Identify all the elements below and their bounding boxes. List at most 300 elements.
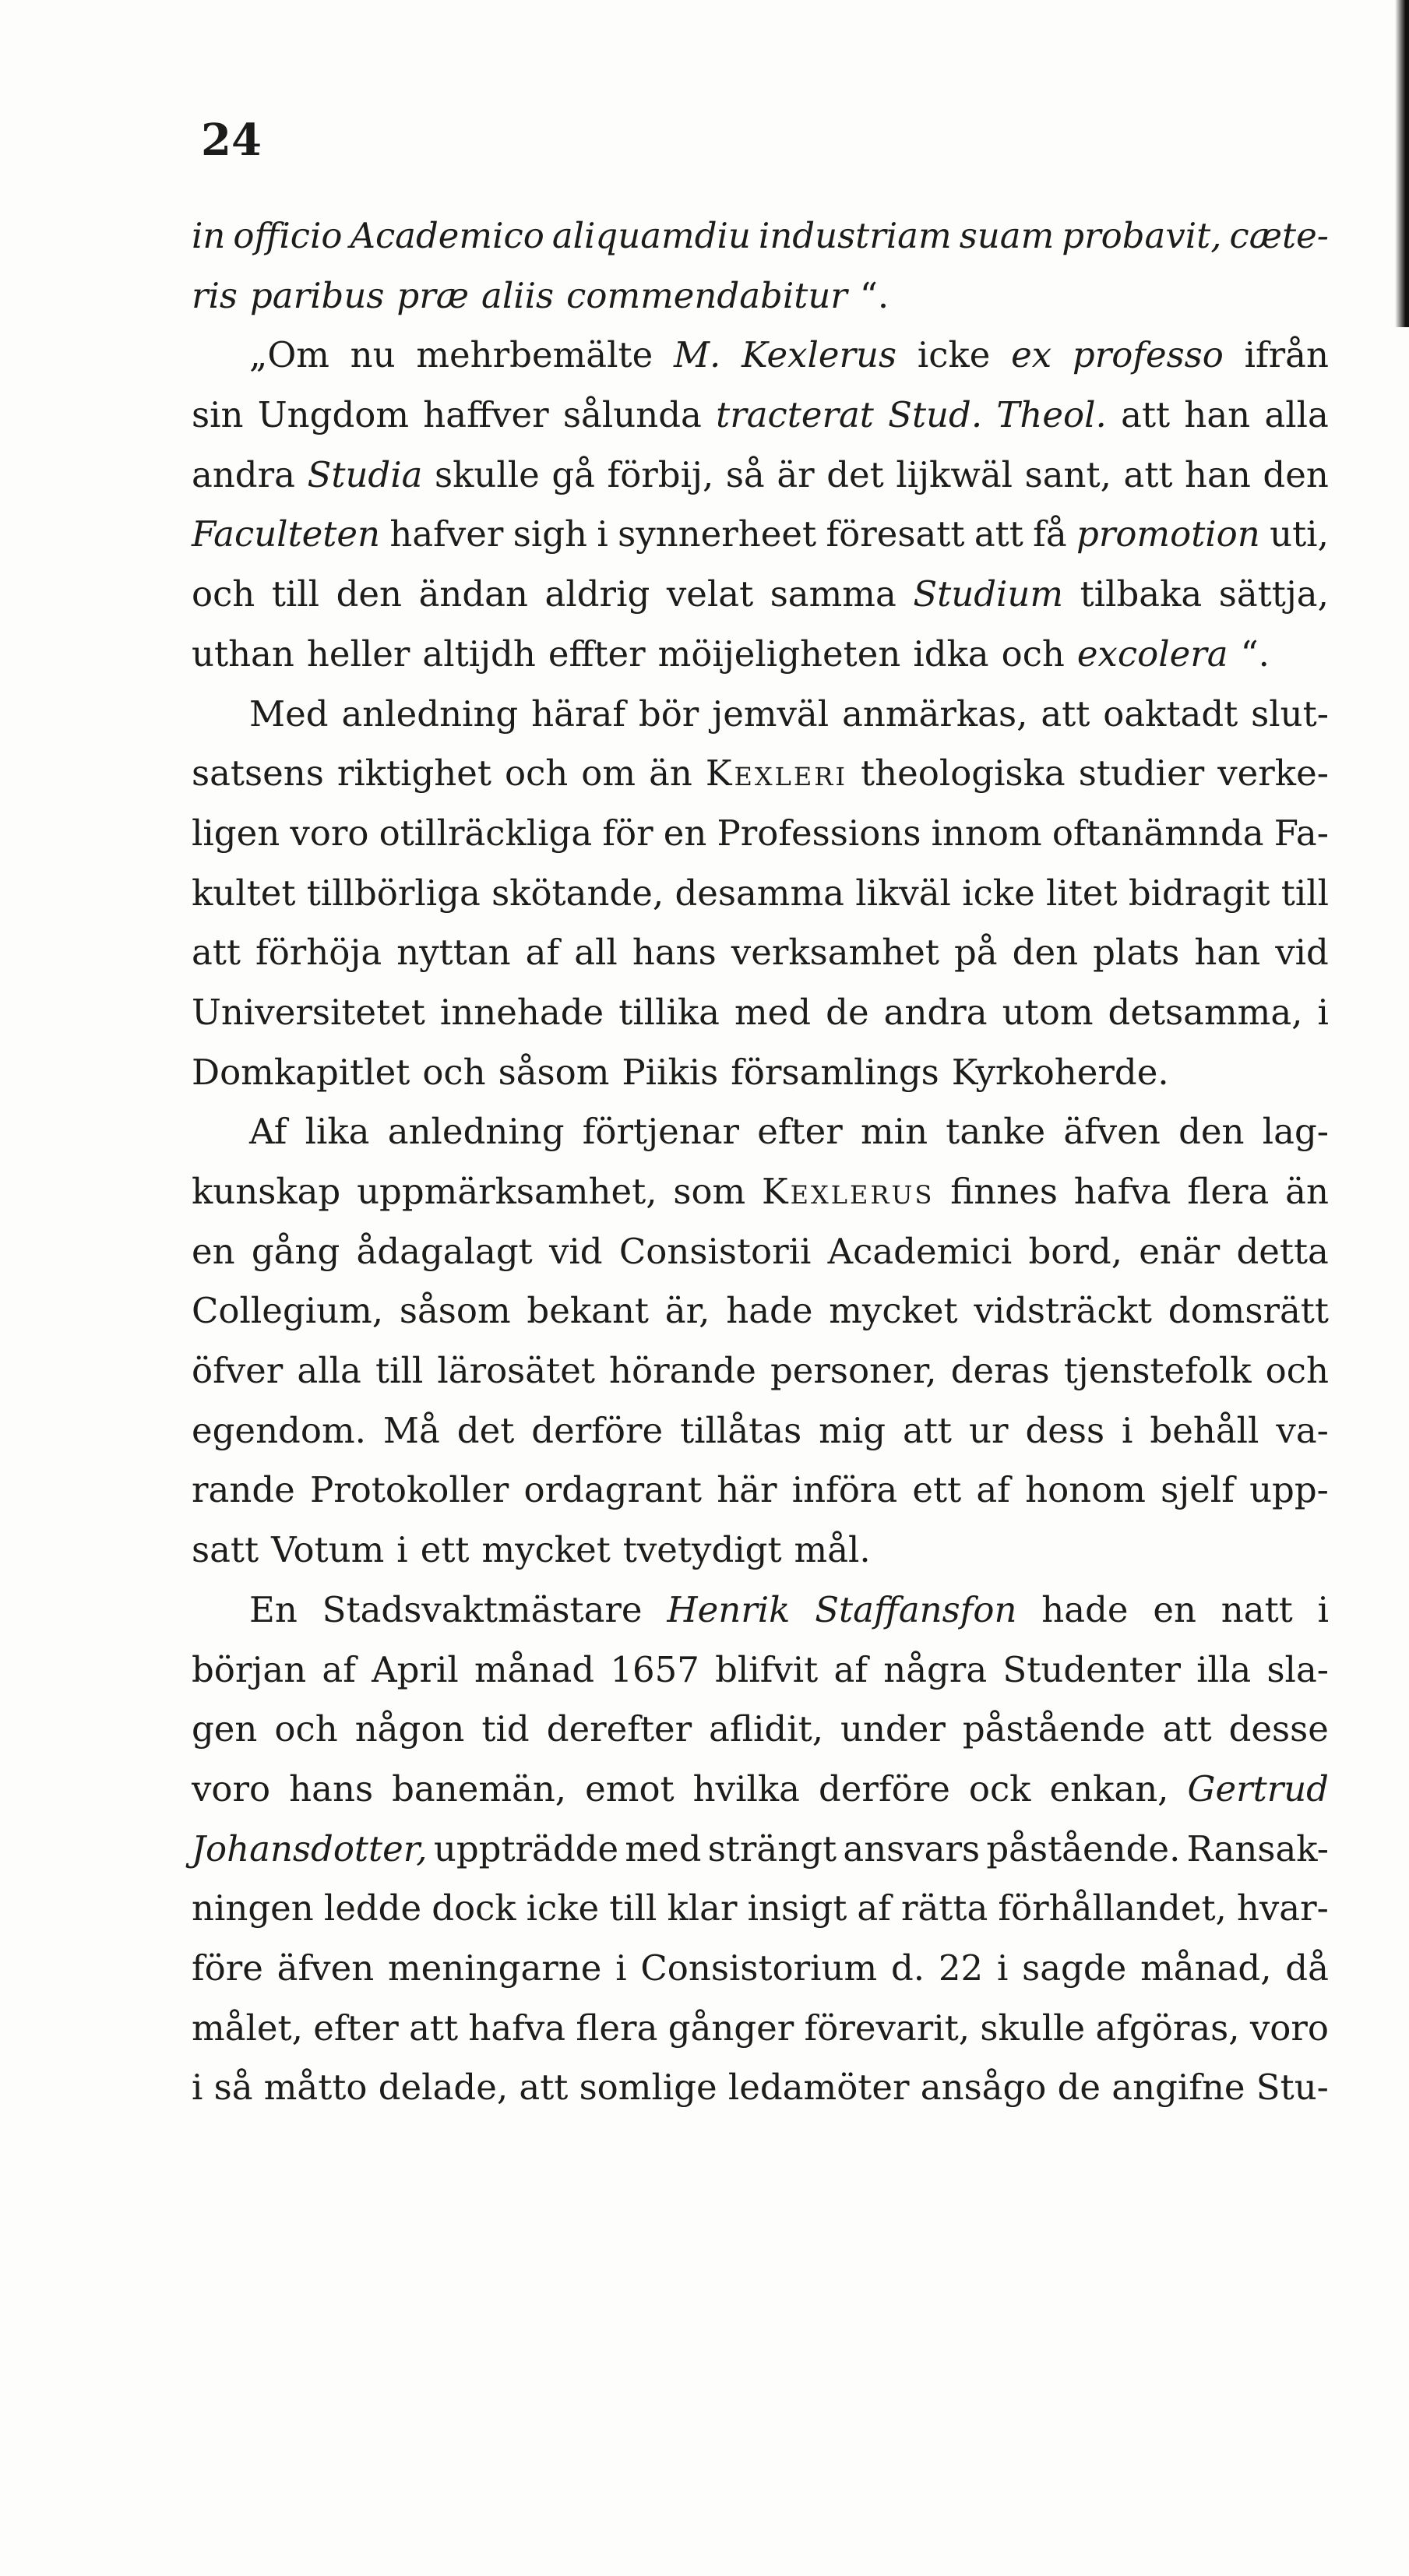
word: lika	[305, 1111, 370, 1153]
word: anledning	[387, 1111, 565, 1153]
word: med	[625, 1827, 702, 1869]
word: att	[519, 2067, 569, 2109]
word: sin	[192, 394, 244, 436]
word: dock	[432, 1887, 516, 1929]
word: alla	[297, 1350, 361, 1392]
word: Domkapitlet	[192, 1051, 410, 1093]
word: ur	[968, 1409, 1009, 1451]
word: banemän,	[392, 1767, 567, 1810]
word: gånger	[668, 2007, 794, 2049]
page-edge-shadow	[1395, 0, 1409, 327]
word: riktighet	[336, 752, 491, 795]
word: äfven	[277, 1947, 375, 1989]
word: sålunda	[562, 394, 702, 436]
text-line	[192, 983, 1329, 1043]
text-line	[192, 1700, 1329, 1760]
word: hafva	[1073, 1171, 1171, 1212]
text-line	[192, 206, 1329, 266]
word: enkan,	[1049, 1767, 1169, 1810]
word: på	[953, 932, 998, 974]
word: afgöras,	[1095, 2007, 1240, 2049]
word: voro	[290, 812, 369, 854]
word: andra	[883, 991, 988, 1033]
word: tillbörliga	[306, 872, 481, 914]
word: somlige	[579, 2067, 717, 2109]
word: flera	[576, 2007, 658, 2049]
text-line	[192, 1222, 1329, 1282]
word: mehrbemälte	[416, 334, 653, 376]
word: honom	[1025, 1469, 1146, 1511]
word: dess	[1025, 1409, 1105, 1451]
word: blifvit	[715, 1648, 819, 1690]
word: och	[1001, 633, 1065, 675]
text-line	[192, 1162, 1329, 1222]
word: nu	[350, 334, 396, 376]
word: Af	[249, 1111, 287, 1153]
word: plats	[1093, 932, 1180, 974]
word: all	[574, 932, 618, 974]
text-line	[192, 1461, 1329, 1521]
text-line	[192, 1939, 1329, 1999]
word: suam	[959, 215, 1055, 256]
word: början	[192, 1648, 307, 1690]
word: mig	[819, 1409, 886, 1451]
word: min	[861, 1111, 928, 1153]
word: sjelf	[1161, 1469, 1235, 1511]
word: gång	[251, 1230, 340, 1272]
word: desse	[1228, 1708, 1329, 1750]
word: probavit,	[1062, 215, 1222, 256]
word: industriam	[758, 215, 952, 256]
word-group	[1077, 625, 1270, 685]
word: och	[192, 573, 255, 615]
word: derföre	[819, 1767, 950, 1810]
word: sant,	[1024, 453, 1111, 495]
word: Professions	[717, 812, 921, 854]
text-line	[192, 1760, 1329, 1820]
word: Kyrkoherde.	[951, 1051, 1169, 1093]
word: att	[1121, 394, 1171, 436]
word: Ungdom	[257, 394, 410, 436]
word: va-	[1276, 1409, 1329, 1451]
word: så	[213, 2067, 253, 2109]
word: mycket	[829, 1290, 958, 1332]
word: desamma	[675, 872, 844, 914]
word: förbij,	[607, 453, 714, 495]
word: månad	[474, 1648, 595, 1690]
word: införa	[791, 1469, 898, 1511]
word: otillräckliga	[379, 812, 593, 854]
word: „Om	[249, 334, 329, 376]
word: i	[597, 513, 608, 555]
word: ådagalagt	[356, 1230, 533, 1272]
word: en	[663, 812, 707, 854]
word: bekant	[527, 1290, 650, 1332]
text-line	[192, 326, 1329, 386]
word: efter	[757, 1111, 843, 1153]
word: utom	[1002, 991, 1094, 1033]
word: icke	[962, 872, 1035, 914]
word: i	[192, 2067, 203, 2109]
word: ex	[1011, 334, 1052, 376]
word: i	[1317, 991, 1329, 1033]
word: till	[271, 573, 320, 615]
word: emot	[585, 1767, 675, 1810]
word: 1657	[610, 1648, 699, 1690]
word: ledamöter	[727, 2067, 910, 2109]
word: ligen	[192, 812, 280, 854]
word: hörande	[609, 1350, 756, 1392]
text-line	[192, 505, 1329, 565]
word: tid	[481, 1708, 530, 1750]
word: att	[409, 2007, 459, 2049]
word: derföre	[531, 1409, 664, 1451]
word: en	[1153, 1588, 1196, 1630]
word: satsens	[192, 752, 324, 795]
word: är,	[664, 1290, 710, 1332]
word: till	[375, 1350, 424, 1392]
word: verksamhet	[731, 932, 939, 974]
word: icke	[526, 1887, 600, 1929]
word: insigt	[747, 1887, 847, 1929]
word: målet,	[192, 2007, 303, 2049]
word: måtto	[263, 2067, 368, 2109]
word: att	[1123, 453, 1173, 495]
word: egendom.	[192, 1409, 366, 1451]
word: skötande,	[491, 872, 664, 914]
word: enär	[1139, 1230, 1221, 1272]
word: än	[1285, 1171, 1329, 1212]
word: det	[456, 1409, 515, 1451]
word: den	[1263, 453, 1329, 495]
word: Studia	[307, 453, 423, 495]
word: ningen	[192, 1887, 314, 1929]
word: häraf	[531, 692, 625, 735]
word: före	[192, 1947, 263, 1989]
word: officio	[233, 215, 343, 256]
word: hafva	[468, 2007, 566, 2049]
word: hvar-	[1236, 1887, 1329, 1929]
word: Votum	[271, 1529, 385, 1571]
word: här	[717, 1469, 777, 1511]
word: få	[1033, 513, 1067, 555]
word: ock	[968, 1767, 1031, 1810]
word: altijdh	[422, 633, 536, 675]
word: tillåtas	[680, 1409, 802, 1451]
word: förhållandet,	[998, 1887, 1227, 1929]
text-line	[192, 923, 1329, 983]
word: af	[322, 1648, 356, 1690]
word: att	[192, 932, 241, 974]
word: i	[1317, 1588, 1329, 1630]
text-line	[192, 1640, 1329, 1700]
word: heller	[306, 633, 410, 675]
word: föresatt	[826, 513, 965, 555]
text-line	[192, 685, 1329, 745]
word: 22	[938, 1947, 984, 1989]
word: vidsträckt	[974, 1290, 1153, 1332]
word: innom	[931, 812, 1042, 854]
word: detsamma,	[1108, 991, 1303, 1033]
text-line	[192, 744, 1329, 804]
word: d.	[890, 1947, 925, 1989]
word: commendabitur	[566, 274, 847, 316]
word: slut-	[1251, 692, 1329, 735]
word: ändan	[418, 573, 528, 615]
word: klar	[667, 1887, 738, 1929]
word: ris	[192, 274, 238, 316]
word: Henrik	[667, 1588, 791, 1630]
word: Kexlerus	[741, 334, 897, 376]
word: “.	[859, 274, 889, 316]
word: flera	[1187, 1171, 1270, 1212]
word: äfven	[1063, 1111, 1161, 1153]
word: oftanämnda	[1051, 812, 1264, 854]
word: i	[615, 1947, 627, 1989]
word: aflidit,	[709, 1708, 823, 1750]
word: rätta	[900, 1887, 988, 1929]
word: delade,	[378, 2067, 509, 2109]
word: med	[734, 991, 812, 1033]
word: detta	[1236, 1230, 1329, 1272]
word: tjenstefolk	[1063, 1350, 1252, 1392]
text-line	[192, 1580, 1329, 1640]
word: aliquamdiu	[551, 215, 751, 256]
word: deras	[950, 1350, 1050, 1392]
text-line	[192, 2058, 1329, 2118]
word-group	[566, 266, 889, 326]
word: icke	[917, 334, 991, 376]
word: Consistorium	[640, 1947, 878, 1989]
word: är	[777, 453, 815, 495]
word: Protokoller	[309, 1469, 509, 1511]
word: vid	[1275, 932, 1329, 974]
word: illa	[1196, 1648, 1252, 1690]
word: tracterat	[716, 394, 874, 436]
word: sagde	[1022, 1947, 1127, 1989]
word: promotion	[1076, 513, 1260, 555]
word: behåll	[1150, 1409, 1259, 1451]
word: några	[883, 1648, 988, 1690]
word: tillika	[618, 991, 720, 1033]
word: Ransak-	[1186, 1827, 1329, 1869]
word: Staffansfon	[815, 1588, 1017, 1630]
word: bör	[638, 692, 699, 735]
word: möijeligheten	[657, 633, 901, 675]
word: Må	[382, 1409, 440, 1451]
word: och	[505, 752, 569, 795]
text-line	[192, 386, 1329, 446]
word: och	[274, 1708, 338, 1750]
word: in	[192, 215, 226, 256]
word: af	[525, 932, 560, 974]
word: ett	[912, 1469, 962, 1511]
word: voro	[192, 1767, 271, 1810]
word: det	[826, 453, 884, 495]
word: strängt	[707, 1827, 837, 1869]
word: Kexleri	[705, 752, 848, 795]
word: andra	[192, 453, 295, 495]
text-line	[192, 565, 1329, 625]
word: efter	[313, 2007, 399, 2049]
word: i	[396, 1529, 408, 1571]
word: Academico	[350, 215, 544, 256]
word: att	[1041, 692, 1090, 735]
word: under	[840, 1708, 946, 1750]
text-line	[192, 1102, 1329, 1162]
word: M.	[673, 334, 721, 376]
word: uthan	[192, 633, 294, 675]
word: Kexlerus	[762, 1171, 935, 1212]
word: natt	[1221, 1588, 1293, 1630]
word: en	[192, 1230, 235, 1272]
word: att	[1162, 1708, 1212, 1750]
text-line	[192, 1999, 1329, 2059]
word: bidragit	[1128, 872, 1270, 914]
word: personer,	[770, 1350, 937, 1392]
word: af	[976, 1469, 1010, 1511]
word: än	[649, 752, 692, 795]
word: jemväl	[712, 692, 830, 735]
word: Faculteten	[192, 513, 380, 555]
word: Studium	[913, 573, 1064, 615]
word: hade	[726, 1290, 813, 1332]
word: då	[1285, 1947, 1329, 1989]
word: förtjenar	[582, 1111, 740, 1153]
word: tilbaka	[1080, 573, 1203, 615]
word: uti,	[1270, 513, 1329, 555]
word: Collegium,	[192, 1290, 384, 1332]
word: idka	[913, 633, 989, 675]
word: nyttan	[396, 932, 511, 974]
word: han	[1184, 394, 1251, 436]
word: Universitetet	[192, 991, 425, 1033]
word: Academici	[827, 1230, 1013, 1272]
word: rande	[192, 1469, 295, 1511]
word: theologiska	[861, 752, 1066, 795]
word: lag-	[1262, 1111, 1329, 1153]
word: om	[581, 752, 636, 795]
word: Johansdotter,	[192, 1827, 428, 1869]
word: af	[833, 1648, 868, 1690]
word: likväl	[855, 872, 951, 914]
text-line	[192, 1521, 1329, 1580]
word: meningarne	[387, 1947, 602, 1989]
word: förhöja	[255, 932, 382, 974]
word: præ	[396, 274, 470, 316]
word: Med	[249, 692, 329, 735]
word: att	[974, 513, 1023, 555]
text-line	[192, 864, 1329, 924]
word: till	[609, 1887, 657, 1929]
text-line	[192, 625, 1329, 685]
word: som	[673, 1171, 746, 1212]
word: såsom	[399, 1290, 511, 1332]
word: paribus	[250, 274, 385, 316]
word: anmärkas,	[842, 692, 1028, 735]
word: af	[857, 1887, 891, 1929]
word: hans	[289, 1767, 374, 1810]
word: hans	[632, 932, 717, 974]
word: samma	[770, 573, 896, 615]
word: och	[422, 1051, 486, 1093]
text-line	[192, 1281, 1329, 1341]
word: angifne	[1111, 2067, 1245, 2109]
word: gen	[192, 1708, 258, 1750]
word: och	[1265, 1350, 1329, 1392]
word: förevarit,	[804, 2007, 970, 2049]
word: att	[903, 1409, 952, 1451]
word: ifrån	[1244, 334, 1329, 376]
word: uppmärksamhet,	[357, 1171, 657, 1212]
word: gå	[551, 453, 595, 495]
text-line	[192, 1043, 1329, 1103]
text-line	[192, 1879, 1329, 1939]
word: påstående.	[986, 1827, 1181, 1869]
word: satt	[192, 1529, 259, 1571]
word: Stadsvaktmästare	[322, 1588, 643, 1630]
word: verke-	[1217, 752, 1329, 795]
word: påstående	[962, 1708, 1146, 1750]
word: Piikis	[622, 1051, 719, 1093]
word: han	[1194, 932, 1261, 974]
text-line	[192, 1820, 1329, 1880]
word: finnes	[950, 1171, 1058, 1212]
word: ordagrant	[523, 1469, 702, 1511]
word: Stud.	[888, 394, 983, 436]
word: Studenter	[1002, 1648, 1181, 1690]
word: synnerheet	[618, 513, 817, 555]
word: professo	[1072, 334, 1224, 376]
word: sla-	[1266, 1648, 1329, 1690]
word: någon	[354, 1708, 465, 1750]
word: lärosätet	[437, 1350, 595, 1392]
body-text	[192, 206, 1329, 2118]
word: vid	[548, 1230, 603, 1272]
word: mål.	[794, 1529, 871, 1571]
word: skulle	[980, 2007, 1086, 2049]
word: “.	[1240, 633, 1270, 675]
text-line	[192, 266, 1329, 326]
page-number: 24	[201, 115, 262, 166]
word: bord,	[1028, 1230, 1123, 1272]
word: han	[1185, 453, 1251, 495]
word: den	[1178, 1111, 1245, 1153]
text-line	[192, 804, 1329, 864]
text-line	[192, 1341, 1329, 1401]
word: församlings	[731, 1051, 939, 1093]
text-line	[192, 1401, 1329, 1461]
word: aliis	[481, 274, 555, 316]
word: ansvars	[843, 1827, 981, 1869]
word: April	[372, 1648, 459, 1690]
word: sigh	[513, 513, 588, 555]
word: velat	[666, 573, 754, 615]
text-line	[192, 446, 1329, 506]
word: tvetydigt	[622, 1529, 782, 1571]
word: ansågo	[920, 2067, 1047, 2109]
word: effter	[548, 633, 646, 675]
word: kunskap	[192, 1171, 341, 1212]
word: Theol.	[996, 394, 1107, 436]
word: den	[336, 573, 403, 615]
word: domsrätt	[1168, 1290, 1329, 1332]
word: mycket	[481, 1529, 611, 1571]
word: de	[1057, 2067, 1101, 2109]
word: hvilka	[692, 1767, 800, 1810]
word: Stu-	[1256, 2067, 1329, 2109]
word: cæte-	[1229, 215, 1329, 256]
